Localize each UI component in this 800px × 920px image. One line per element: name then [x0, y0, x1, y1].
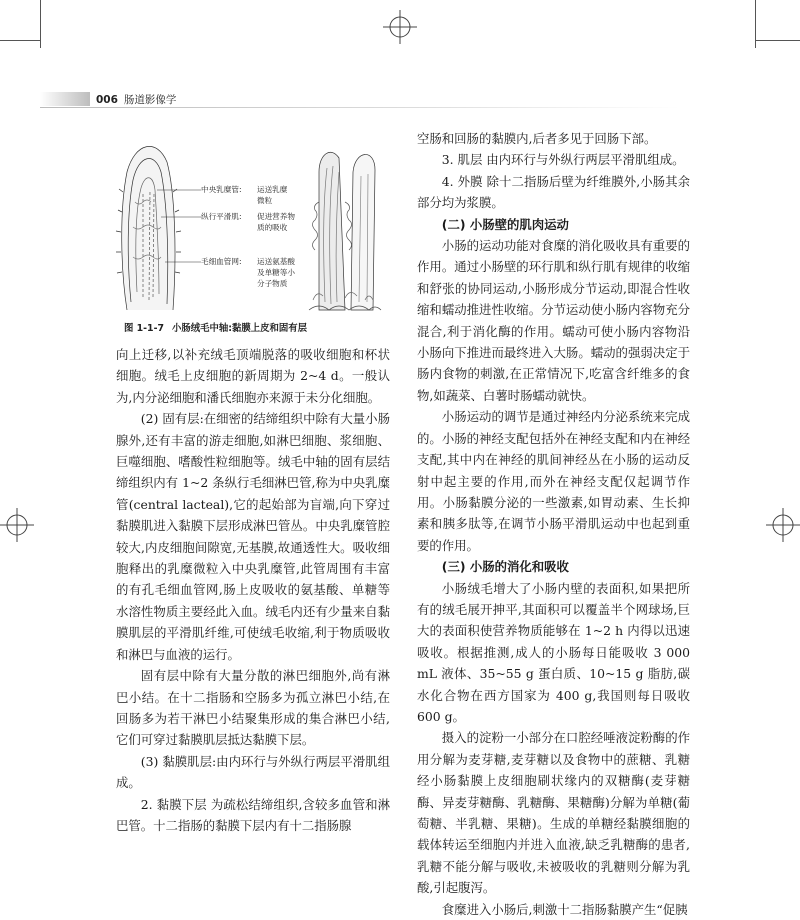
crop-mark-top-left-v	[40, 0, 41, 48]
section-heading-muscle-movement: (二) 小肠壁的肌肉运动	[441, 216, 569, 232]
paragraph-epithelium-renewal: 向上迁移,以补充绒毛顶端脱落的吸收细胞和杯状细胞。绒毛上皮细胞的新周期为 2~4 d。一般认为,内分泌细胞和潘氏细胞亦来源于未分化细胞。	[116, 347, 390, 405]
crop-mark-top-right-h	[755, 40, 800, 41]
label-smooth-muscle: 纵行平滑肌:	[201, 212, 242, 221]
desc-smooth-muscle-2: 质的吸收	[257, 223, 288, 232]
crop-mark-top-left-h	[0, 40, 40, 41]
page-number: 006	[96, 94, 118, 106]
desc-capillary-2: 及单糖等小	[257, 268, 295, 277]
desc-capillary-3: 分子物质	[257, 279, 288, 288]
desc-capillary-1: 运送氨基酸	[257, 257, 295, 266]
paragraph-adventitia: 4. 外膜 除十二指肠后壁为纤维膜外,小肠其余部分均为浆膜。	[417, 173, 690, 211]
paragraph-chyme: 食糜进入小肠后,刺激十二指肠黏膜产生“促胰	[441, 901, 688, 917]
header-gradient-bar	[40, 92, 90, 106]
figure-caption-text: 小肠绒毛中轴:黏膜上皮和固有层	[172, 323, 308, 334]
header-rule	[40, 107, 680, 108]
figure-caption	[124, 320, 390, 334]
paragraph-muscularis-mucosae: (3) 黏膜肌层:由内环行与外纵行两层平滑肌组成。	[116, 753, 390, 791]
villus-3d-drawing	[309, 152, 381, 310]
left-text-column	[116, 344, 390, 836]
registration-mark-top	[383, 10, 417, 44]
villus-section-drawing	[116, 146, 181, 310]
desc-central-lacteal-1: 运送乳糜	[257, 185, 288, 194]
book-title: 肠道影像学	[123, 94, 177, 106]
running-header	[96, 92, 176, 107]
paragraph-submucosa: 2. 黏膜下层 为疏松结缔组织,含较多血管和淋巴管。十二指肠的黏膜下层内有十二指肠腺	[116, 796, 390, 833]
registration-mark-left	[0, 508, 34, 542]
figure-number: 图 1-1-7	[124, 323, 164, 334]
right-text-column	[417, 128, 690, 920]
paragraph-lamina-propria: (2) 固有层:在细密的结缔组织中除有大量小肠腺外,还有丰富的游走细胞,如淋巴细胞、浆细胞、巨噬细胞、嗜酸性粒细胞等。绒毛中轴的固有层结缔组织内有 1~2 条纵行毛细淋巴管,称为中央乳糜管(central lacteal),它的起始部为盲端,向下穿过黏膜肌进入黏膜下层形成淋巴管丛。中央乳糜管腔较大,内皮细胞间隙宽,无基膜,故通透性大。吸收细胞释出的乳糜微粒入中央乳糜管,此管周围有丰富的有孔毛细血管网,肠上皮吸收的氨基酸、单糖等水溶性物质主要经此入血。绒毛内还有少量来自黏膜肌层的平滑肌纤维,可使绒毛收缩,利于物质吸收和淋巴与血液的运行。	[116, 411, 390, 662]
section-heading-digestion-absorption: (三) 小肠的消化和吸收	[441, 559, 569, 575]
paragraph-lymph-nodules: 固有层中除有大量分散的淋巴细胞外,尚有淋巴小结。在十二指肠和空肠多为孤立淋巴小结,在回肠多为若干淋巴小结聚集形成的集合淋巴小结,它们可穿过黏膜肌层抵达黏膜下层。	[116, 668, 390, 748]
paragraph-muscularis: 3. 肌层 由内环行与外纵行两层平滑肌组成。	[441, 152, 685, 168]
desc-central-lacteal-2: 微粒	[257, 196, 273, 205]
paragraph-duodenal-gland-cont: 空肠和回肠的黏膜内,后者多见于回肠下部。	[417, 131, 657, 146]
paragraph-motility-regulation: 小肠运动的调节是通过神经内分泌系统来完成的。小肠的神经支配包括外在神经支配和内在神经支配,其中内在神经的肌间神经丛在小肠的运动反射中起主要的作用,而外在神经支配仅起调节作用。小肠黏膜分泌的一些激素,如胃动素、生长抑素和胰多肽等,在调节小肠平滑肌运动中也起到重要的作用。	[417, 409, 690, 553]
paragraph-motility: 小肠的运动功能对食糜的消化吸收具有重要的作用。通过小肠壁的环行肌和纵行肌有规律的收缩和舒张的协同运动,小肠形成分节运动,即混合性收缩和蠕动推进性收缩。分节运动使小肠内容物充分混合,利于消化酶的作用。蠕动可使小肠内容物沿小肠向下推进而最终进入大肠。蠕动的强弱决定于肠内食物的刺激,在正常情况下,吃富含纤维多的食物,如蔬菜、白薯时肠蠕动就快。	[417, 238, 690, 403]
label-capillary: 毛细血管网:	[201, 257, 242, 266]
label-central-lacteal: 中央乳糜管:	[201, 185, 242, 194]
paragraph-starch-digestion: 摄入的淀粉一小部分在口腔经唾液淀粉酶的作用分解为麦芽糖,麦芽糖以及食物中的蔗糖、乳糖经小肠黏膜上皮细胞刷状缘内的双糖酶(麦芽糖酶、异麦芽糖酶、乳糖酶、果糖酶)分解为单糖(葡萄糖、半乳糖、果糖)。生成的单糖经黏膜细胞的载体转运至细胞内并进入血液,缺乏乳糖酶的患者,乳糖不能分解与吸收,未被吸收的乳糖则分解为乳酸,引起腹泻。	[417, 730, 690, 896]
villus-illustration	[113, 132, 383, 312]
paragraph-absorption-surface: 小肠绒毛增大了小肠内壁的表面积,如果把所有的绒毛展开抻平,其面积可以覆盖半个网球场,巨大的表面积使营养物质能够在 1~2 h 内得以迅速吸收。根据推测,成人的小肠每日能吸收 3 000 mL 液体、35~55 g 蛋白质、10~15 g 脂肪,碳水化合物在西方国家为 400 g,我国则每日吸收 600 g。	[417, 580, 690, 724]
desc-smooth-muscle-1: 促进营养物	[257, 212, 295, 221]
registration-mark-right	[766, 508, 800, 542]
